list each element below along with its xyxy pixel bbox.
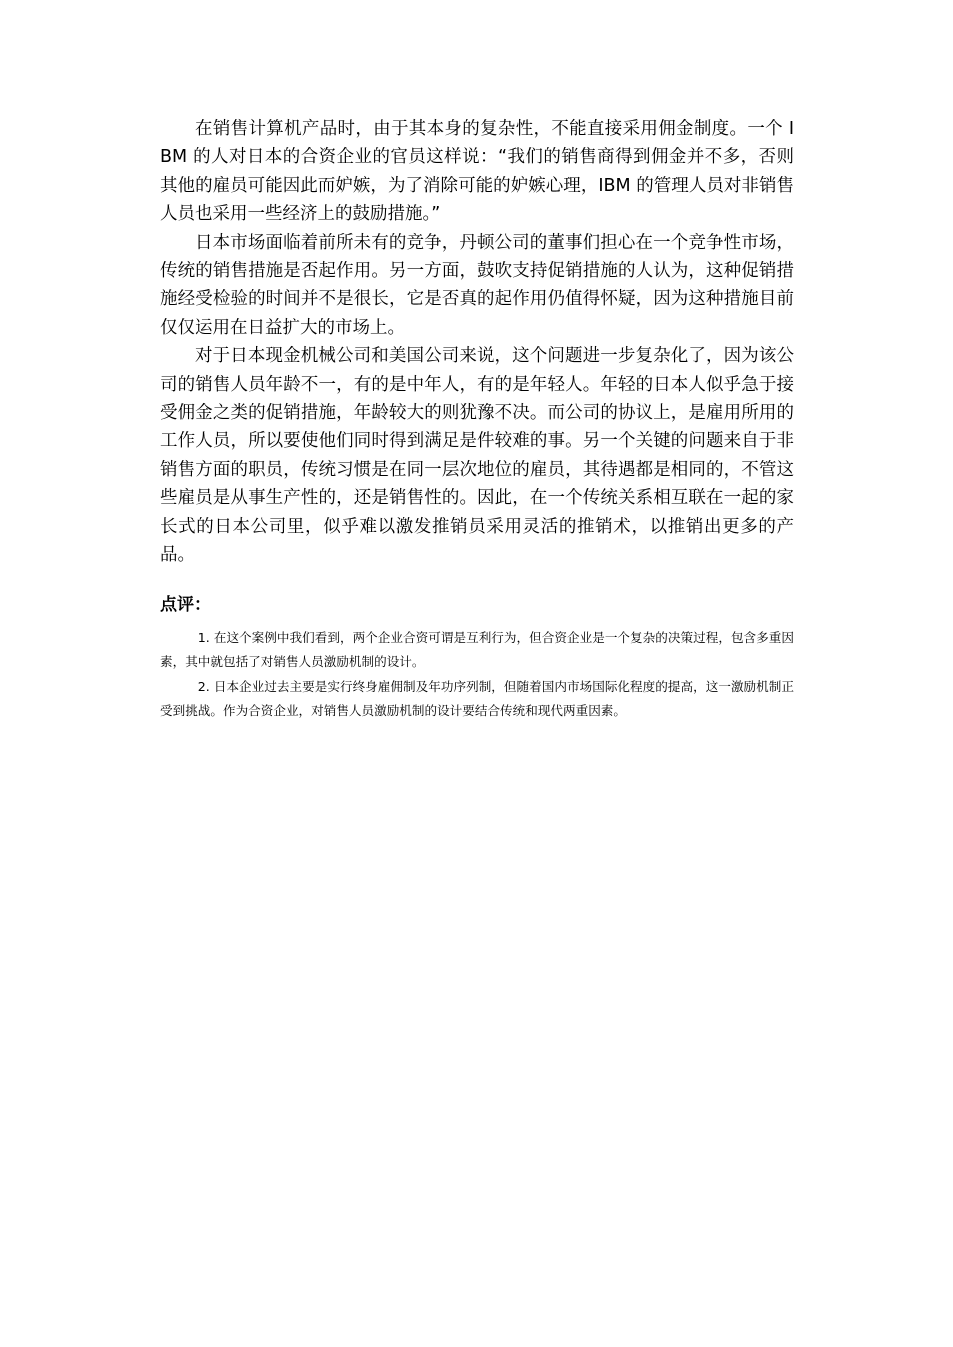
review-item: 2. 日本企业过去主要是实行终身雇佣制及年功序列制，但随着国内市场国际化程度的提高，这一激励机制正受到挑战。作为合资企业，对销售人员激励机制的设计要结合传统和现代两重因素。 [160, 678, 794, 718]
document-body [160, 115, 794, 724]
paragraph-market-competition: 日本市场面临着前所未有的竞争，丹顿公司的董事们担心在一个竞争性市场，传统的销售措施是否起作用。另一方面，鼓吹支持促销措施的人认为，这种促销措施经受检验的时间并不是很长，它是否真的起作用仍值得怀疑，因为这种措施目前仅仅运用在日益扩大的市场上。 [160, 232, 794, 338]
paragraph-commission-ibm: 在销售计算机产品时，由于其本身的复杂性，不能直接采用佣金制度。一个 IBM 的人对日本的合资企业的官员这样说：“我们的销售商得到佣金并不多，否则其他的雇员可能因此而妒嫉，为了消除可能的妒嫉心理，IBM 的管理人员对非销售人员也采用一些经济上的鼓励措施。” [160, 119, 794, 225]
paragraph-sales-staff-age: 对于日本现金机械公司和美国公司来说，这个问题进一步复杂化了，因为该公司的销售人员年龄不一，有的是中年人，有的是年轻人。年轻的日本人似乎急于接受佣金之类的促销措施，年龄较大的则犹豫不决。而公司的协议上，是雇用所用的工作人员，所以要使他们同时得到满足是件较难的事。另一个关键的问题来自于非销售方面的职员，传统习惯是在同一层次地位的雇员，其待遇都是相同的，不管这些雇员是从事生产性的，还是销售性的。因此，在一个传统关系相互联在一起的家长式的日本公司里，似乎难以激发推销员采用灵活的推销术，以推销出更多的产品。 [160, 346, 794, 566]
review-list [160, 626, 794, 724]
review-title: 点评： [160, 594, 211, 615]
review-section [160, 590, 794, 724]
review-item: 1. 在这个案例中我们看到，两个企业合资可谓是互利行为，但合资企业是一个复杂的决策过程，包含多重因素，其中就包括了对销售人员激励机制的设计。 [160, 629, 794, 669]
